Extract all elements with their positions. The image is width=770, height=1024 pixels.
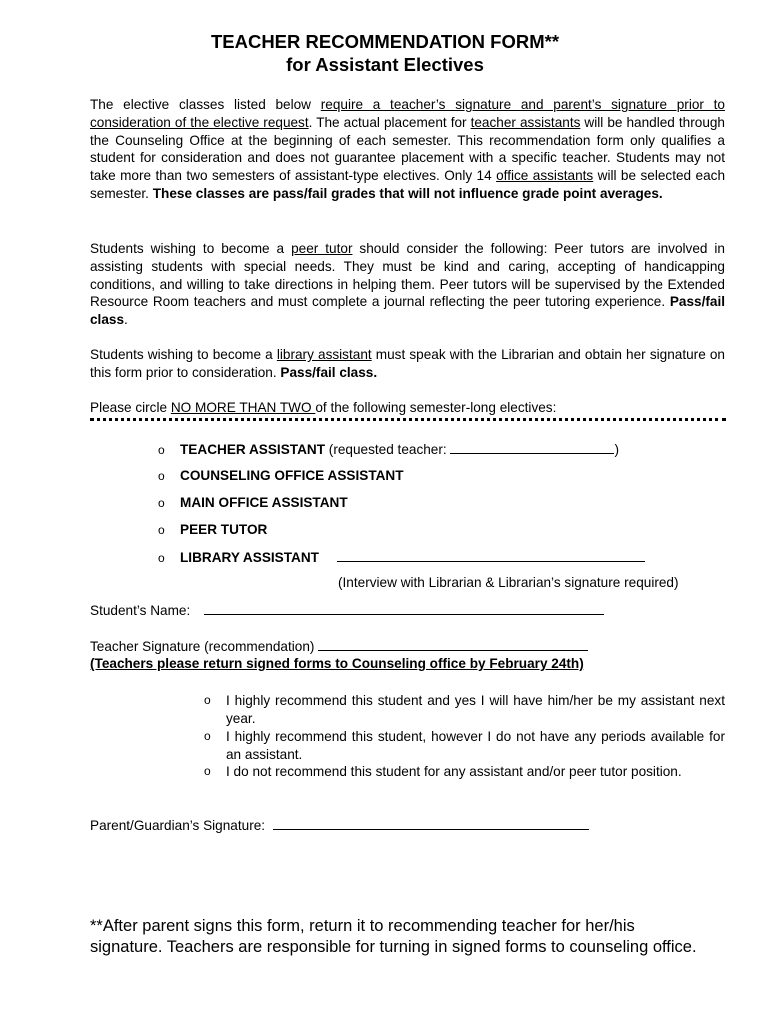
- teacher-return-note: (Teachers please return signed forms to Counseling office by February 24th): [90, 656, 584, 671]
- footer-note: **After parent signs this form, return it to recommending teacher for her/his signature. Teachers are responsible for turning in signed forms to counseling office.: [90, 917, 697, 956]
- library-assistant-paragraph: Students wishing to become a library assistant must speak with the Librarian and obtain her signature on this form prior to consideration. Pass/fail class.: [90, 347, 725, 380]
- option-library-assistant[interactable]: o LIBRARY ASSISTANT: [158, 549, 645, 565]
- librarian-note: (Interview with Librarian & Librarian’s signature required): [338, 575, 679, 590]
- requested-teacher-field[interactable]: [450, 441, 614, 454]
- form-title: TEACHER RECOMMENDATION FORM**: [210, 31, 560, 52]
- student-name-row: [90, 602, 604, 618]
- option-bullet-icon: o: [158, 443, 165, 457]
- option-bullet-icon: o: [204, 693, 211, 707]
- option-main-office-assistant[interactable]: o MAIN OFFICE ASSISTANT: [158, 495, 348, 510]
- option-bullet-icon: o: [158, 469, 165, 483]
- option-bullet-icon: o: [204, 729, 211, 743]
- parent-signature-label: Parent/Guardian’s Signature:: [90, 818, 266, 833]
- teacher-signature-row: [90, 638, 588, 654]
- peer-tutor-paragraph: Students wishing to become a peer tutor should consider the following: Peer tutors are involved in assisting students with special needs. They must be kind and caring, accepting of handicapping conditions, and willing to take directions in helping them. Peer tutors will be supervised by the Extended Resource Room teachers and must complete a journal reflecting the peer tutoring experience. Pass/fail class.: [90, 241, 725, 328]
- recommendation-option[interactable]: o I highly recommend this student and yes I will have him/her be my assistant next year.: [204, 693, 725, 726]
- student-name-field[interactable]: [204, 602, 604, 615]
- teacher-signature-field[interactable]: [318, 638, 588, 651]
- circle-instruction: Please circle NO MORE THAN TWO of the following semester-long electives:: [90, 400, 557, 415]
- recommendation-option[interactable]: o I do not recommend this student for any assistant and/or peer tutor position.: [204, 764, 682, 779]
- option-counseling-office-assistant[interactable]: o COUNSELING OFFICE ASSISTANT: [158, 468, 404, 483]
- option-bullet-icon: o: [158, 523, 165, 537]
- librarian-signature-field[interactable]: [337, 549, 645, 562]
- intro-paragraph: The elective classes listed below require a teacher’s signature and parent’s signature prior to consideration of the elective request. The actual placement for teacher assistants will be handled through the Counseling Office at the beginning of each semester. This recommendation form only qualifies a student for consideration and does not guarantee placement with a specific teacher. Students may not take more than two semesters of assistant-type electives. Only 14 office assistants will be selected each semester. These classes are pass/fail grades that will not influence grade point averages.: [90, 97, 725, 201]
- student-name-label: Student’s Name:: [90, 603, 191, 618]
- dotted-divider: [90, 418, 726, 421]
- option-bullet-icon: o: [158, 551, 165, 565]
- option-teacher-assistant[interactable]: o TEACHER ASSISTANT (requested teacher: ): [158, 442, 619, 457]
- form-subtitle: for Assistant Electives: [286, 54, 484, 75]
- option-peer-tutor[interactable]: o PEER TUTOR: [158, 522, 268, 537]
- teacher-signature-label: Teacher Signature (recommendation): [90, 639, 315, 654]
- parent-signature-row: [90, 817, 589, 833]
- parent-signature-field[interactable]: [273, 817, 589, 830]
- option-bullet-icon: o: [158, 496, 165, 510]
- option-bullet-icon: o: [204, 764, 211, 778]
- recommendation-option[interactable]: o I highly recommend this student, however I do not have any periods available for an assistant.: [204, 729, 725, 762]
